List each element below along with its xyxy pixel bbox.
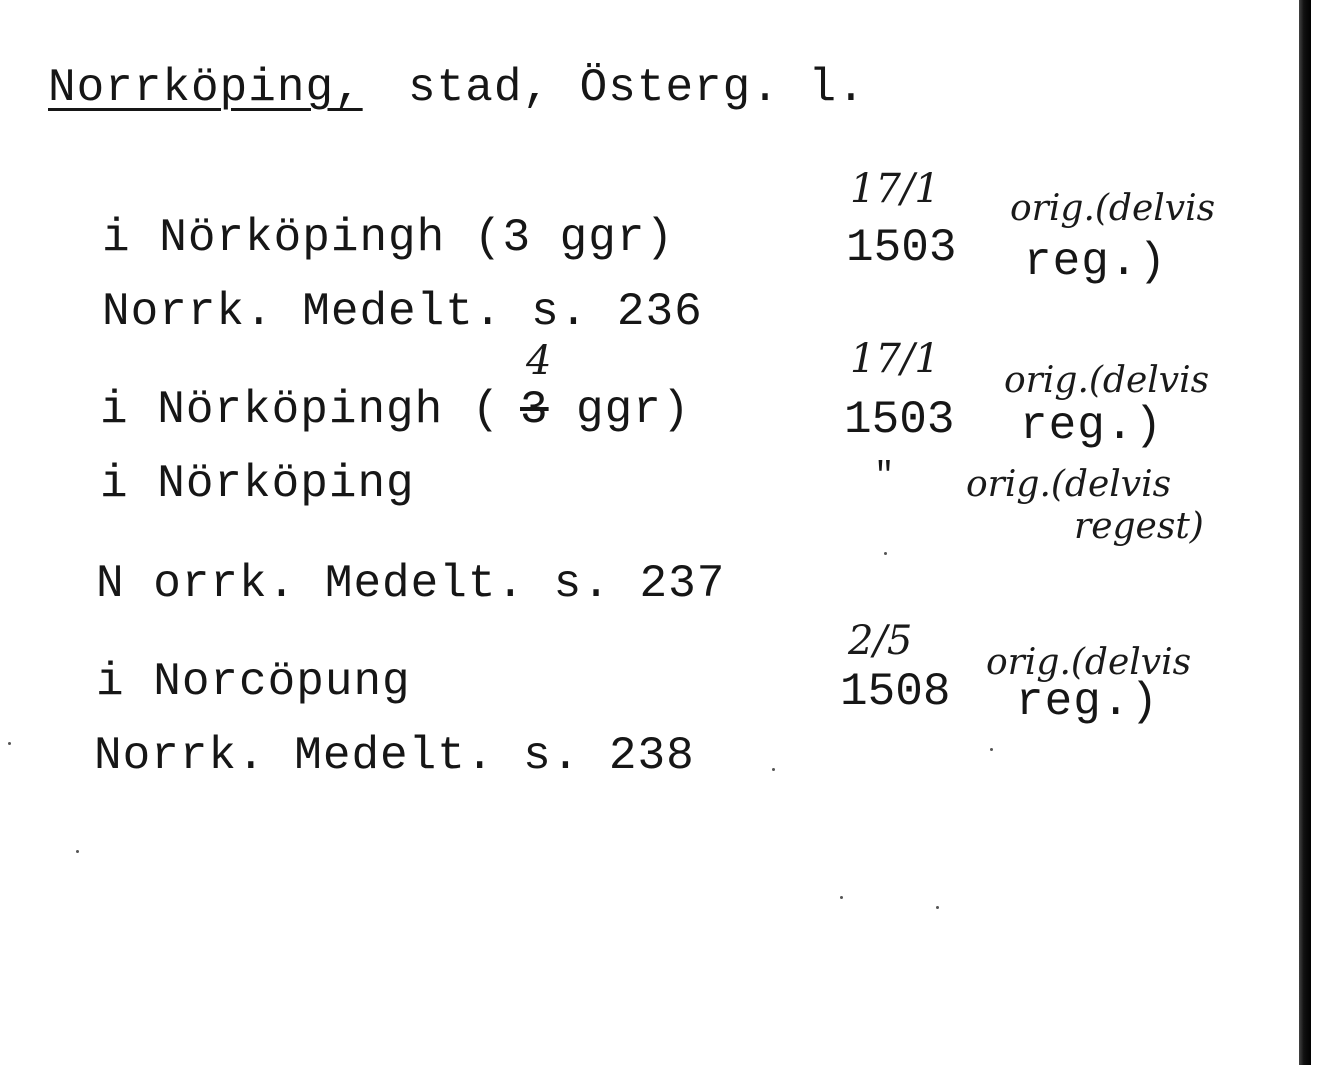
entry-4-note2: reg.) xyxy=(1016,676,1160,728)
scan-speck xyxy=(936,906,939,909)
entry-4-form: i Norcöpung xyxy=(96,656,411,708)
entry-3-source: N orrk. Medelt. s. 237 xyxy=(96,558,726,610)
entry-3-ditto: " xyxy=(874,458,896,496)
entry-4-source: Norrk. Medelt. s. 238 xyxy=(94,730,695,782)
scan-speck xyxy=(884,552,887,555)
entry-2-date: 17/1 xyxy=(850,336,940,382)
scan-speck xyxy=(772,768,775,771)
entry-2-count: 3 xyxy=(520,384,549,436)
entry-4-note: orig.(delvis xyxy=(986,642,1192,683)
entry-1-form: i Nörköpingh (3 ggr) xyxy=(102,212,675,264)
entry-2-year: 1503 xyxy=(844,394,955,446)
entry-3-note: orig.(delvis xyxy=(966,464,1172,505)
entry-2-note: orig.(delvis xyxy=(1004,360,1210,401)
scan-speck xyxy=(840,896,843,899)
entry-1-note2: reg.) xyxy=(1024,236,1168,288)
entry-3-note-line2: regest) xyxy=(1074,506,1204,547)
entry-2-note2: reg.) xyxy=(1020,400,1164,452)
entry-4-date: 2/5 xyxy=(848,618,913,664)
scan-speck xyxy=(8,742,11,745)
scan-speck xyxy=(990,748,993,751)
heading-place: Norrköping, xyxy=(48,62,363,114)
entry-2-form: i Nörköpingh ( xyxy=(100,384,501,436)
entry-1-year: 1503 xyxy=(846,222,957,274)
heading-rest: stad, Österg. l. xyxy=(408,62,866,114)
entry-3-form: i Nörköping xyxy=(100,458,415,510)
entry-2-form-end: ggr) xyxy=(576,384,691,436)
entry-1-date: 17/1 xyxy=(850,166,940,212)
entry-2-count-correction: 4 xyxy=(526,338,552,384)
entry-4-year: 1508 xyxy=(840,666,951,718)
card-edge xyxy=(1299,0,1311,1065)
entry-1-note: orig.(delvis xyxy=(1010,188,1216,229)
entry-1-source: Norrk. Medelt. s. 236 xyxy=(102,286,703,338)
scan-speck xyxy=(76,850,79,853)
